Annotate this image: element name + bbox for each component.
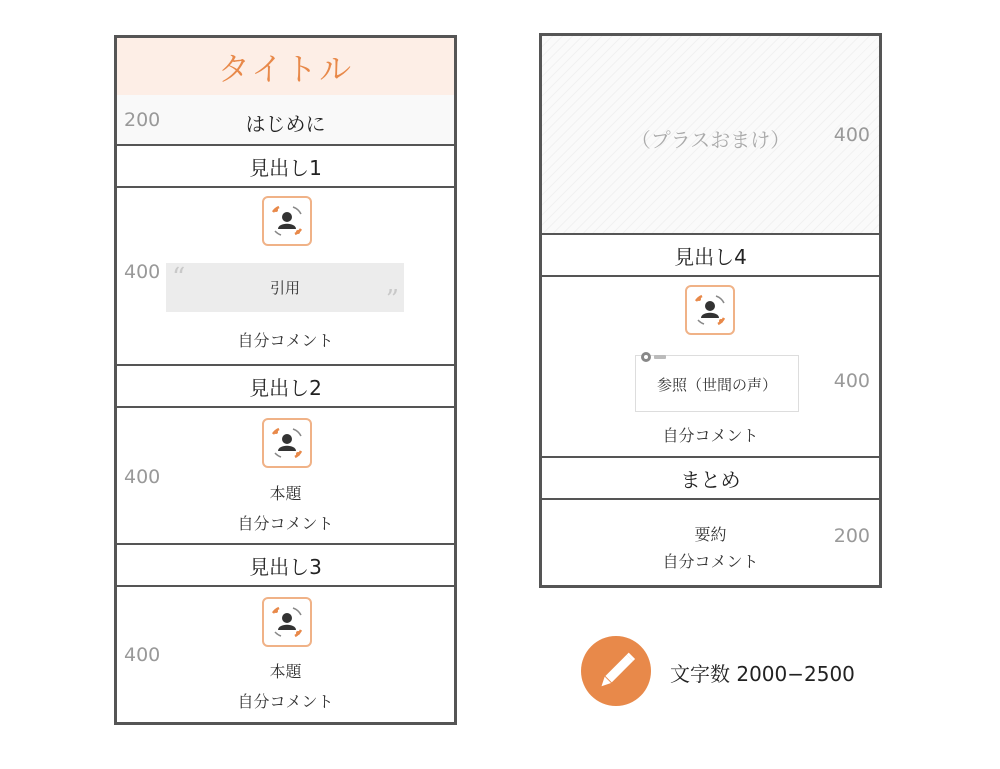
person-avatar-icon — [262, 597, 312, 647]
right-article-layout — [539, 33, 882, 588]
heading4-body — [542, 277, 879, 456]
bonus-section — [542, 36, 879, 233]
heading1-body — [117, 188, 454, 365]
reference-tag-icon — [640, 351, 670, 363]
heading1-count: 400 — [124, 261, 161, 283]
heading2-count: 400 — [124, 466, 161, 488]
heading3-body — [117, 587, 454, 722]
quote-open-icon: “ — [172, 263, 186, 293]
summary-label: まとめ — [680, 467, 741, 492]
heading2-body-text: 本題 — [269, 484, 302, 503]
quote-text: 引用 — [269, 279, 300, 297]
person-avatar-icon — [685, 285, 735, 335]
reference-box — [635, 355, 799, 412]
bonus-count: 400 — [833, 124, 870, 146]
heading3-comment: 自分コメント — [237, 692, 334, 711]
summary-comment: 自分コメント — [662, 552, 759, 571]
summary-count: 200 — [833, 525, 870, 547]
heading1-label: 見出し1 — [249, 155, 322, 180]
heading3-row — [117, 543, 454, 587]
summary-body — [542, 500, 879, 585]
bonus-label: （プラスおまけ） — [630, 128, 791, 152]
reference-text: 参照（世間の声） — [656, 376, 777, 394]
heading4-comment: 自分コメント — [662, 426, 759, 445]
heading3-label: 見出し3 — [249, 554, 322, 579]
left-article-layout — [114, 35, 457, 725]
heading2-row — [117, 364, 454, 408]
heading2-comment: 自分コメント — [237, 514, 334, 533]
heading2-label: 見出し2 — [249, 375, 322, 400]
heading4-count: 400 — [833, 370, 870, 392]
title-text: タイトル — [217, 49, 354, 88]
heading1-comment: 自分コメント — [237, 331, 334, 350]
intro-label: はじめに — [245, 112, 326, 136]
summary-body-text: 要約 — [694, 525, 727, 544]
intro-count: 200 — [124, 109, 161, 131]
character-count-label: 文字数 2000−2500 — [670, 662, 855, 686]
title-section — [117, 38, 454, 95]
heading2-body — [117, 408, 454, 544]
heading3-body-text: 本題 — [269, 662, 302, 681]
heading4-label: 見出し4 — [674, 244, 747, 269]
heading1-row — [117, 144, 454, 188]
heading4-row — [542, 233, 879, 277]
pencil-icon — [581, 636, 651, 706]
summary-row — [542, 456, 879, 500]
intro-section — [117, 95, 454, 145]
heading3-count: 400 — [124, 644, 161, 666]
quote-close-icon: ” — [385, 285, 399, 315]
quote-box — [166, 263, 404, 315]
person-avatar-icon — [262, 418, 312, 468]
person-avatar-icon — [262, 196, 312, 246]
